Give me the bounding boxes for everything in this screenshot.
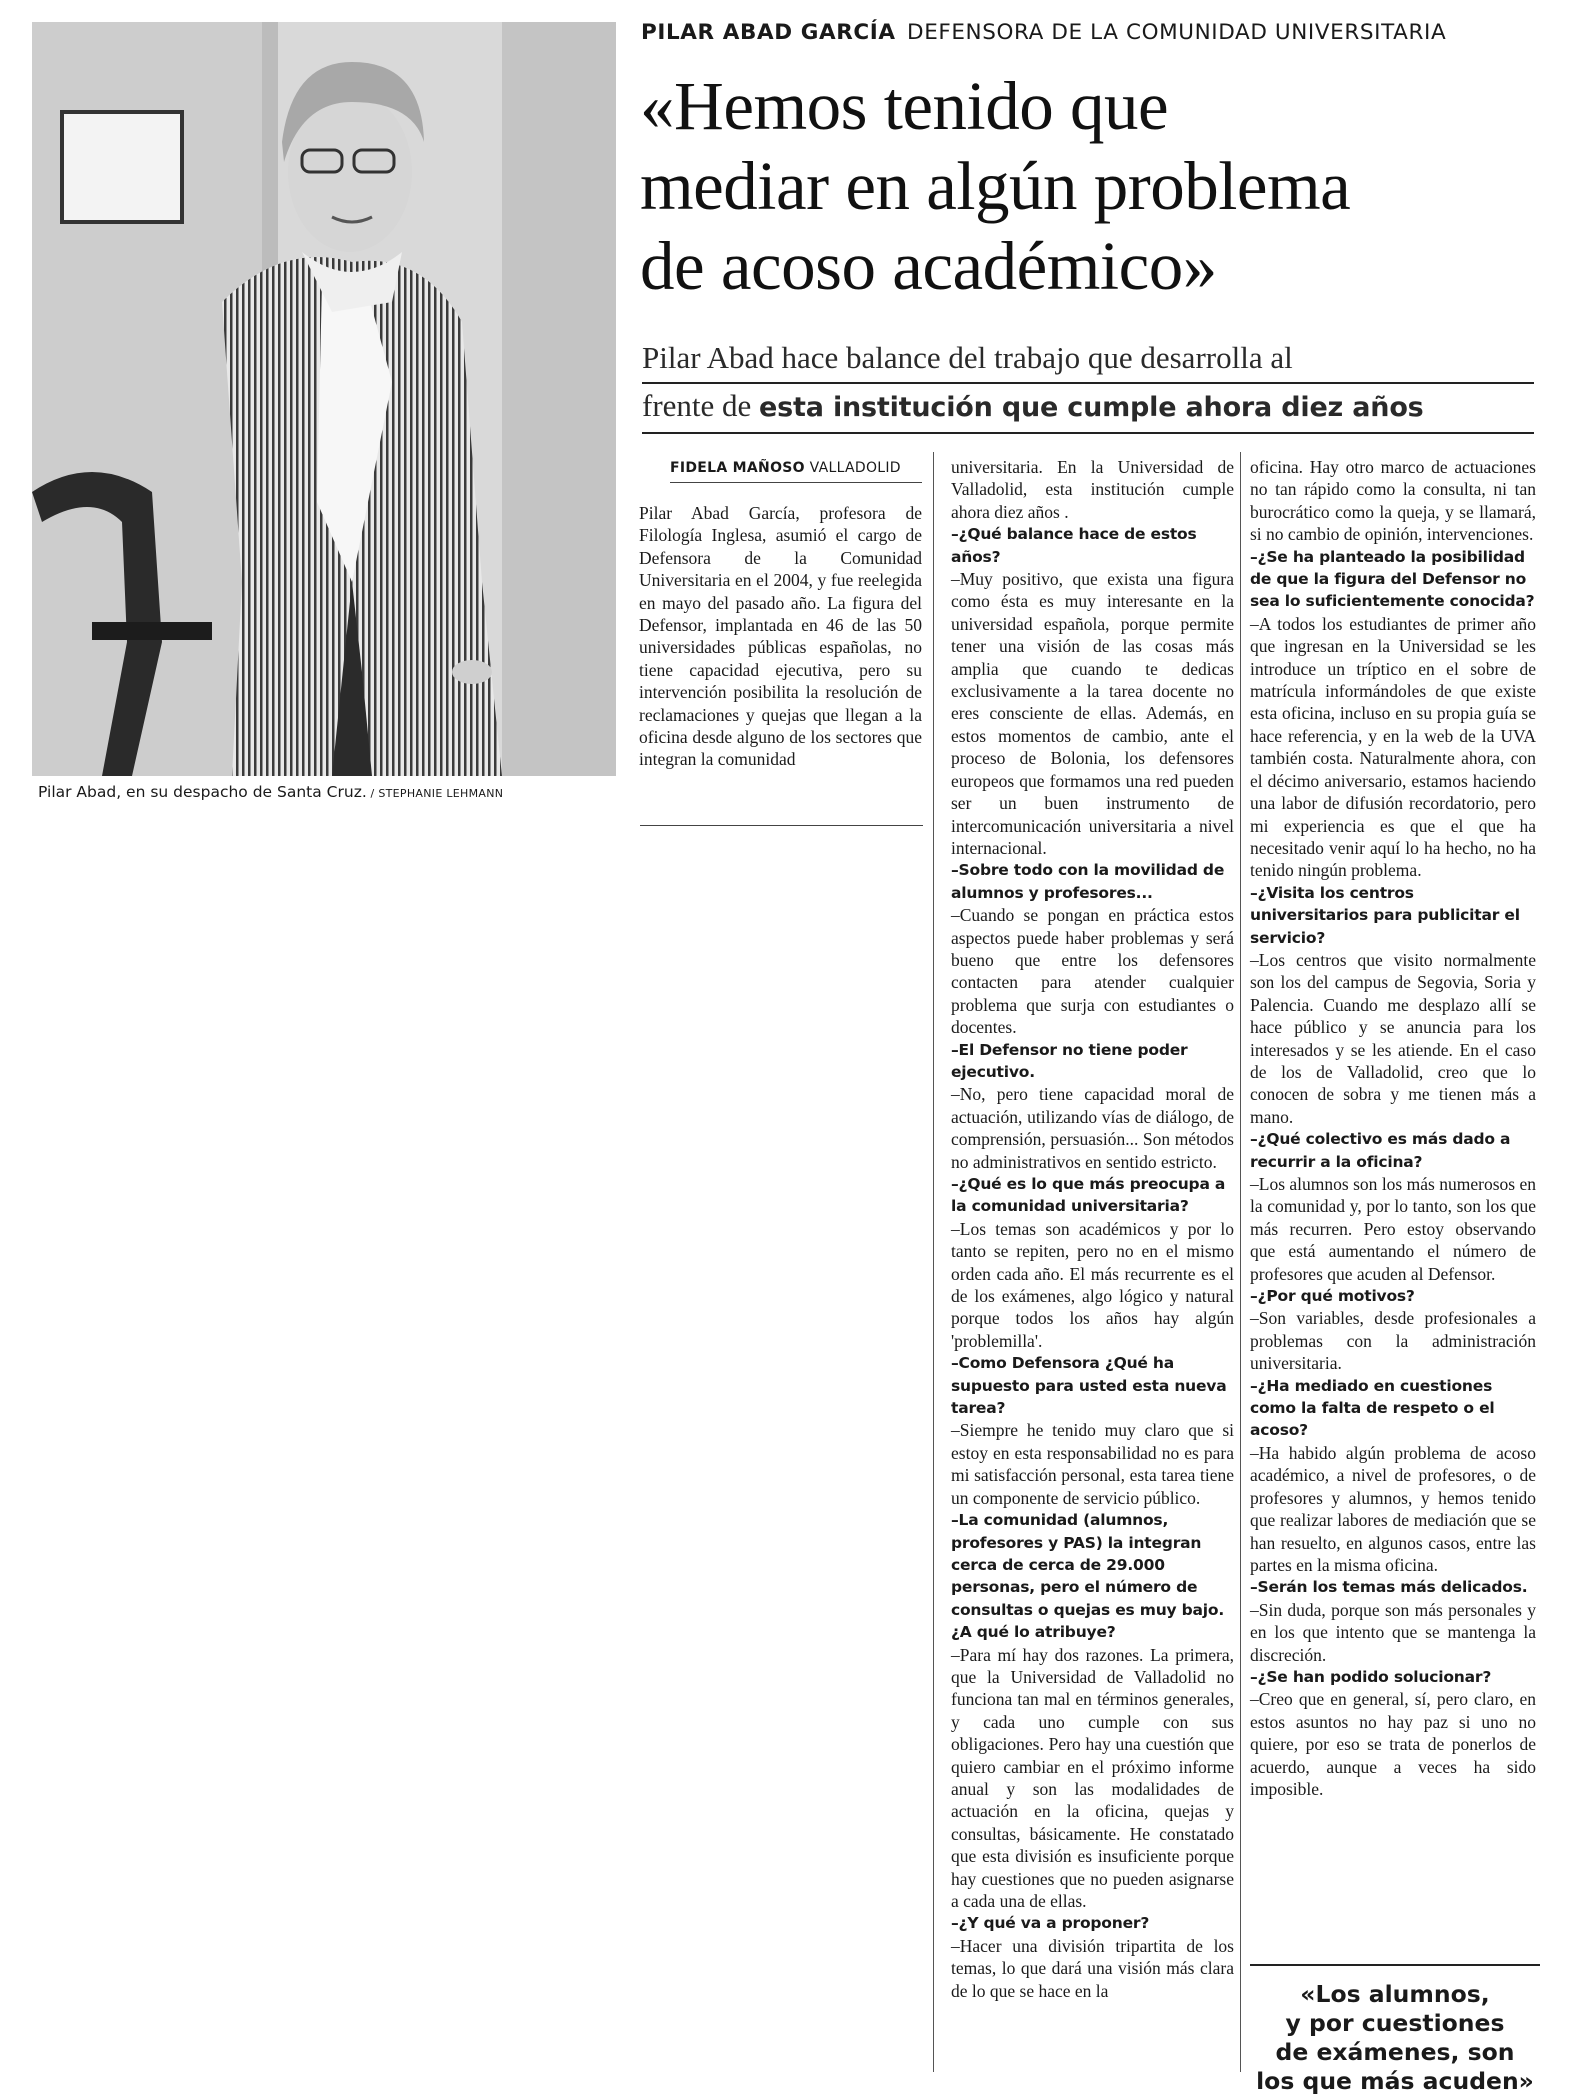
interview-answer: –Sin duda, porque son más personales y en los que intento que se mantenga la discreción.: [1250, 1599, 1536, 1665]
interview-answer: –Los alumnos son los más numerosos en la comunidad y, por lo tanto, son los que más recurren. Pero estoy observando que está aumentando el número de profesores que acuden al Defensor.: [1250, 1174, 1536, 1284]
interview-answer: oficina. Hay otro marco de actuaciones no tan rápido como la consulta, ni tan burocrático como la queja, y se llamará, si no cambio de opinión, intervenciones.: [1250, 457, 1536, 545]
intro-column: [639, 502, 922, 771]
kicker: [641, 20, 1561, 45]
interview-column-2: [951, 456, 1234, 2002]
interview-answer: –Hacer una división tripartita de los temas, lo que dará una visión más clara de lo que se hace en la: [951, 1935, 1234, 2001]
interview-question: –¿Por qué motivos?: [1250, 1287, 1415, 1306]
interview-question: –¿Qué balance hace de estos años?: [951, 525, 1197, 566]
interview-answer: –Para mí hay dos razones. La primera, que la Universidad de Valladolid no funciona tan mal en términos generales, y cada uno cumple con sus obligaciones. Pero hay una cuestión que quiero cambiar en el próximo informe anual y son las modalidades de actuación en la oficina, quejas y consultas, básicamente. He constatado que esta división es insuficiente porque hay cuestiones que no pueden asignarse a cada una de ellas.: [951, 1644, 1234, 1911]
interview-question: –¿Ha mediado en cuestiones como la falta de respeto o el acoso?: [1250, 1376, 1495, 1440]
interview-question: –El Defensor no tiene poder ejecutivo.: [951, 1040, 1188, 1081]
intro-paragraph: Pilar Abad García, profesora de Filología Inglesa, asumió el cargo de Defensora de la Comunidad Universitaria en el 2004, y fue reelegida en mayo del pasado año. La figura del Defensor, implantada en 46 de las 50 universidades públicas españolas, no tiene capacidad ejecutiva, pero su intervención posibilita la resolución de reclamaciones y quejas que llegan a la oficina desde alguno de los sectores que integran la comunidad: [639, 503, 922, 770]
subhead-bold: esta institución que cumple ahora diez años: [759, 392, 1424, 423]
subheadline: [642, 336, 1534, 434]
subhead-line: [642, 384, 1534, 434]
interview-answer: –Son variables, desde profesionales a problemas con la administración universitaria.: [1250, 1308, 1536, 1374]
interview-answer: –No, pero tiene capacidad moral de actuación, utilizando vías de diálogo, de comprensión, persuasión... Son métodos no administrativos en sentido estricto.: [951, 1084, 1234, 1172]
interview-answer: universitaria. En la Universidad de Valladolid, esta institución cumple ahora diez años .: [951, 457, 1234, 522]
interview-question: –¿Se han podido solucionar?: [1250, 1667, 1492, 1686]
portrait-photo: [32, 22, 616, 776]
headline: [640, 66, 1570, 306]
interview-question: –¿Qué colectivo es más dado a recurrir a la oficina?: [1250, 1130, 1511, 1171]
interview-answer: –Siempre he tenido muy claro que si estoy en esta responsabilidad no es para mi satisfacción personal, esta tarea tiene un componente de servicio público.: [951, 1420, 1234, 1508]
interview-answer: –Creo que en general, sí, pero claro, en estos asuntos no hay paz si uno no quiere, por eso se trata de ponerlos de acuerdo, aunque a veces ha sido imposible.: [1250, 1689, 1536, 1799]
pull-quote: [1250, 1964, 1540, 2096]
pull-quote-line: los que más acuden»: [1256, 2067, 1534, 2095]
column-divider: [933, 452, 934, 2072]
intro-rule: [640, 825, 923, 826]
interview-answer: –A todos los estudiantes de primer año que ingresan en la Universidad se les introduce un tríptico en el sobre de matrícula informándoles de que existe esta oficina, incluso en su propia guía se hace referencia, y en la web de la UVA también costa. Naturalmente ahora, con el décimo aniversario, estamos haciendo una labor de difusión recordatorio, pero mi experiencia es que el que ha necesitado venir aquí lo ha hecho, no ha tenido ningún problema.: [1250, 613, 1536, 881]
byline: [670, 460, 922, 483]
interview-question: –La comunidad (alumnos, profesores y PAS) la integran cerca de cerca de 29.000 personas, pero el número de consultas o quejas es muy bajo. ¿A qué lo atribuye?: [951, 1511, 1225, 1642]
headline-line: mediar en algún problema: [640, 148, 1351, 224]
pull-quote-line: «Los alumnos,: [1300, 1980, 1490, 2008]
interview-question: –¿Visita los centros universitarios para publicitar el servicio?: [1250, 883, 1520, 947]
interview-answer: –Ha habido algún problema de acoso académico, a nivel de profesores, o de profesores y alumnos, y hemos tenido que realizar labores de mediación que se han resuelto, en algunos casos, entre las partes en la misma oficina.: [1250, 1442, 1536, 1575]
interview-answer: –Muy positivo, que exista una figura como ésta es muy interesante en la universidad española, porque permite tener una visión de las cosas más amplia que cuando te dedicas exclusivamente a la tarea docente no eres consciente de ellas. Además, en estos momentos de cambio, ante el proceso de Bolonia, los defensores europeos que formamos una red pueden ser un buen instrumento de intercomunicación universitaria a nivel internacional.: [951, 569, 1234, 858]
interviewee-name: PILAR ABAD GARCÍA: [641, 20, 896, 45]
interview-answer: –Cuando se pongan en práctica estos aspectos puede haber problemas y será bueno que entre los defensores contacten para atender cualquier problema que surja con estudiantes o docentes.: [951, 905, 1234, 1038]
interview-question: –Como Defensora ¿Qué ha supuesto para usted esta nueva tarea?: [951, 1354, 1227, 1418]
column-divider: [1240, 452, 1241, 2072]
headline-line: de acoso académico»: [640, 228, 1217, 304]
photo-caption: [38, 783, 638, 801]
caption-text: Pilar Abad, en su despacho de Santa Cruz.: [38, 783, 367, 801]
interview-answer: –Los temas son académicos y por lo tanto se repiten, pero no en el mismo orden cada año. El más recurrente es el de los exámenes, algo lógico y natural porque todos los años hay algún 'problemilla'.: [951, 1218, 1234, 1351]
interview-column-3: [1250, 456, 1536, 1800]
subhead-plain: frente de: [642, 388, 760, 423]
interview-question: –¿Qué es lo que más preocupa a la comunidad universitaria?: [951, 1175, 1226, 1216]
pull-quote-line: de exámenes, son: [1275, 2038, 1515, 2066]
interview-question: –Serán los temas más delicados.: [1250, 1578, 1528, 1597]
byline-place: VALLADOLID: [804, 460, 901, 476]
interviewee-role: DEFENSORA DE LA COMUNIDAD UNIVERSITARIA: [907, 20, 1447, 45]
subhead-line: Pilar Abad hace balance del trabajo que desarrolla al: [642, 336, 1534, 384]
portrait-illustration: [32, 22, 616, 776]
pull-quote-line: y por cuestiones: [1285, 2009, 1505, 2037]
interview-question: –Sobre todo con la movilidad de alumnos y profesores...: [951, 861, 1225, 902]
byline-author: FIDELA MAÑOSO: [670, 460, 805, 476]
interview-question: –¿Se ha planteado la posibilidad de que la figura del Defensor no sea lo suficientemente conocida?: [1250, 547, 1535, 611]
headline-line: «Hemos tenido que: [640, 68, 1169, 144]
interview-question: –¿Y qué va a proponer?: [951, 1914, 1150, 1933]
interview-answer: –Los centros que visito normalmente son los del campus de Segovia, Soria y Palencia. Cuando me desplazo allí se hace público y se anuncia para los interesados y se les atiende. En el caso de los de Valladolid, creo que lo conocen de sobra y me tienen más a mano.: [1250, 949, 1536, 1127]
photo-credit: / STEPHANIE LEHMANN: [366, 787, 504, 800]
